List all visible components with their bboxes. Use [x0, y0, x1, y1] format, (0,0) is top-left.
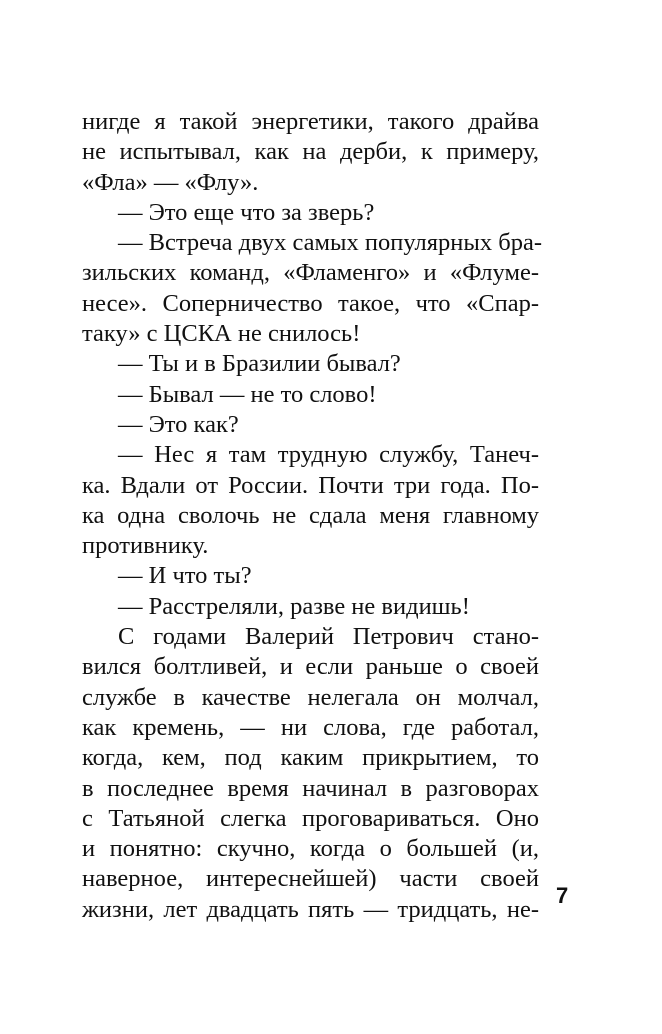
text-line: «Фла» — «Флу».: [82, 168, 259, 196]
page-number: 7: [556, 883, 569, 908]
text-line: ка. Вдали от России. Почти три года. По-: [82, 471, 539, 499]
text-line: — Бывал — не то слово!: [118, 380, 377, 408]
text-line: — Встреча двух самых популярных бра-: [118, 229, 542, 257]
text-line: и понятно: скучно, когда о большей (и,: [82, 835, 539, 863]
text-line: — Ты и в Бразилии бывал?: [118, 350, 401, 378]
text-line: — Это еще что за зверь?: [118, 198, 375, 226]
text-line: службе в качестве нелегала он молчал,: [82, 683, 539, 711]
text-line: несе». Соперничество такое, что «Спар-: [82, 289, 539, 317]
text-line: не испытывал, как на дерби, к примеру,: [82, 138, 539, 166]
text-line: нигде я такой энергетики, такого драйва: [82, 108, 539, 135]
text-line: с Татьяной слегка проговариваться. Оно: [82, 804, 539, 832]
text-line: в последнее время начинал в разговорах: [82, 774, 539, 802]
text-line: — Нес я там трудную службу, Танеч-: [118, 441, 539, 469]
text-line: наверное, интереснейшей) части своей: [82, 865, 539, 893]
text-line: вился болтливей, и если раньше о своей: [82, 653, 539, 681]
text-line: — И что ты?: [118, 562, 252, 590]
body-text: [82, 107, 542, 925]
text-line: жизни, лет двадцать пять — тридцать, не-: [82, 895, 539, 923]
text-line: как кремень, — ни слова, где работал,: [82, 713, 539, 741]
text-line: таку» с ЦСКА не снилось!: [82, 320, 361, 348]
text-line: С годами Валерий Петрович стано-: [118, 623, 539, 651]
text-line: ка одна сволочь не сдала меня главному: [82, 501, 539, 529]
text-line: зильских команд, «Фламенго» и «Флуме-: [82, 259, 539, 287]
text-line: когда, кем, под каким прикрытием, то: [82, 744, 539, 772]
text-line: — Это как?: [118, 410, 239, 438]
text-line: противнику.: [82, 532, 209, 560]
text-line: — Расстреляли, разве не видишь!: [118, 592, 470, 620]
